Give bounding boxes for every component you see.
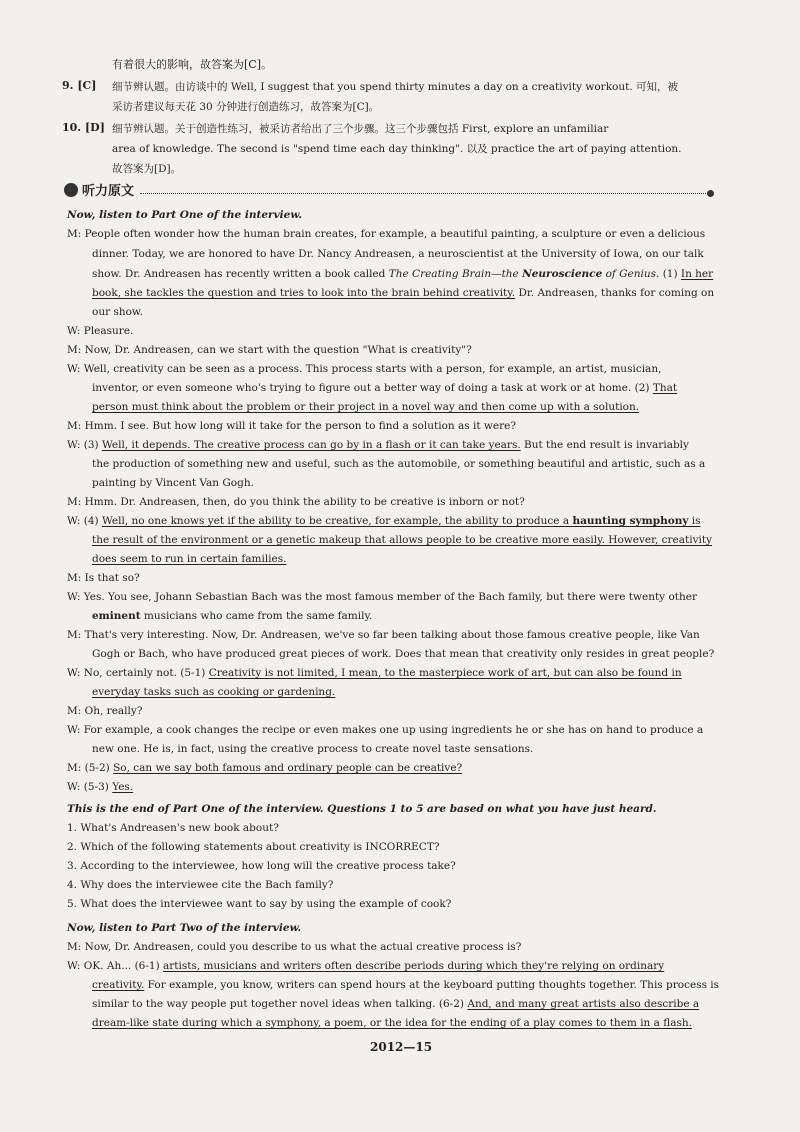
transcript-line: M: People often wonder how the human brain creates, for example, a beautiful painting, a sculpture or even a delicious bbox=[67, 228, 706, 240]
text-span: W: (4) bbox=[67, 515, 102, 527]
text-span: W: (3) bbox=[67, 439, 102, 451]
transcript-line: W: For example, a cook changes the recipe or even makes one up using ingredients he or she has on hand to produce a bbox=[67, 724, 704, 736]
transcript-line bbox=[67, 960, 664, 972]
text-span: M: (5-2) bbox=[67, 762, 114, 774]
section-header bbox=[58, 180, 712, 202]
text-span: similar to the way people put together novel ideas when talking. (6-2) bbox=[92, 998, 468, 1010]
transcript-line bbox=[67, 781, 133, 793]
transcript-line bbox=[92, 382, 677, 394]
underlined-answer: person must think about the problem or their project in a novel way and then come up with a solution. bbox=[92, 401, 640, 413]
part1-intro: Now, listen to Part One of the interview. bbox=[67, 209, 302, 221]
transcript-line bbox=[92, 686, 335, 698]
transcript-line bbox=[67, 515, 701, 527]
underlined-answer: Well, it depends. The creative process can go by in a flash or it can take years. bbox=[101, 439, 521, 451]
transcript-line bbox=[92, 287, 714, 299]
underlined-answer: creativity. bbox=[92, 979, 145, 991]
transcript-line bbox=[92, 979, 719, 991]
answer-10-line3: 故答案为[D]。 bbox=[112, 163, 182, 175]
part1-end: This is the end of Part One of the interview. Questions 1 to 5 are based on what you have just heard. bbox=[67, 803, 657, 815]
answer-9-number: 9. [C] bbox=[62, 79, 97, 92]
underlined-answer: Well, no one knows yet if the ability to be creative, for example, the ability to produce a haunting symphony is bbox=[101, 515, 701, 527]
underlined-answer: And, and many great artists also describe a bbox=[467, 998, 700, 1010]
answer-9-line1: 细节辨认题。由访谈中的 Well, I suggest that you spend thirty minutes a day on a creativity workout. 可知，被 bbox=[112, 81, 679, 93]
text-span: For example, you know, writers can spend hours at the keyboard putting thoughts together. This process is bbox=[144, 979, 720, 991]
question-item: 4. Why does the interviewee cite the Bach family? bbox=[67, 879, 334, 891]
transcript-line: eminent musicians who came from the same family. bbox=[92, 610, 373, 622]
underlined-answer: everyday tasks such as cooking or gardening. bbox=[92, 686, 336, 698]
question-item: 5. What does the interviewee want to say by using the example of cook? bbox=[67, 898, 452, 910]
answer-9-line2: 采访者建议每天花 30 分钟进行创造练习，故答案为[C]。 bbox=[112, 101, 380, 113]
rule-end-dot bbox=[707, 190, 714, 197]
transcript-line: M: Now, Dr. Andreasen, can we start with the question "What is creativity"? bbox=[67, 344, 472, 356]
answer-10-line1: 细节辨认题。关于创造性练习，被采访者给出了三个步骤。这三个步骤包括 First, explore an unfamiliar bbox=[112, 123, 609, 135]
transcript-line: M: Hmm. Dr. Andreasen, then, do you think the ability to be creative is inborn or not? bbox=[67, 496, 525, 508]
transcript-line: our show. bbox=[92, 306, 143, 318]
transcript-line: W: Pleasure. bbox=[67, 325, 134, 337]
transcript-line: new one. He is, in fact, using the creative process to create novel taste sensations. bbox=[92, 743, 534, 755]
text-span: Dr. Andreasen, thanks for coming on bbox=[515, 287, 715, 299]
book-title: The Creating Brain—the Neuroscience of Genius bbox=[388, 268, 657, 280]
transcript-line: M: That's very interesting. Now, Dr. Andreasen, we've so far been talking about those famous creative people, like Van bbox=[67, 629, 700, 641]
transcript-line: M: Hmm. I see. But how long will it take for the person to find a solution as it were? bbox=[67, 420, 516, 432]
transcript-line bbox=[67, 439, 689, 451]
text-span: But the end result is invariably bbox=[520, 439, 689, 451]
transcript-line: W: Well, creativity can be seen as a process. This process starts with a person, for example, an artist, musician, bbox=[67, 363, 662, 375]
part2-intro: Now, listen to Part Two of the interview. bbox=[67, 922, 302, 934]
transcript-line bbox=[67, 762, 462, 774]
underlined-answer: artists, musicians and writers often describe periods during which they're relying on ordinary bbox=[163, 960, 665, 972]
underlined-answer: Yes. bbox=[112, 781, 134, 793]
transcript-line bbox=[67, 667, 682, 679]
transcript-line bbox=[92, 998, 699, 1010]
headphone-icon bbox=[64, 183, 78, 197]
text-span: W: OK. Ah... (6-1) bbox=[67, 960, 164, 972]
text-span: . (1) bbox=[656, 268, 681, 280]
question-item: 1. What's Andreasen's new book about? bbox=[67, 822, 279, 834]
text-span: inventor, or even someone who's trying to figure out a better way of doing a task at work or at home. (2) bbox=[92, 382, 653, 394]
transcript-line: the production of something new and useful, such as the automobile, or something beautiful and artistic, such as a bbox=[92, 458, 706, 470]
section-rule bbox=[140, 193, 712, 194]
transcript-line: W: Yes. You see, Johann Sebastian Bach was the most famous member of the Bach family, but there were twenty other bbox=[67, 591, 697, 603]
transcript-line bbox=[92, 1017, 692, 1029]
text-span: W: (5-3) bbox=[67, 781, 113, 793]
answer-10-number: 10. [D] bbox=[62, 121, 105, 134]
transcript-line bbox=[92, 401, 639, 413]
underlined-answer: the result of the environment or a genetic makeup that allows people to be creative more easily. However, creativity bbox=[92, 534, 713, 546]
page-number: 2012—15 bbox=[370, 1040, 433, 1054]
underlined-answer: That bbox=[652, 382, 678, 394]
transcript-line: Gogh or Bach, who have produced great pieces of work. Does that mean that creativity only resides in great people? bbox=[92, 648, 715, 660]
underlined-answer: Creativity is not limited, I mean, to the masterpiece work of art, but can also be found in bbox=[208, 667, 682, 679]
transcript-line: M: Oh, really? bbox=[67, 705, 143, 717]
underlined-answer: book, she tackles the question and tries to look into the brain behind creativity. bbox=[92, 287, 516, 299]
underlined-answer: So, can we say both famous and ordinary people can be creative? bbox=[113, 762, 463, 774]
transcript-line bbox=[92, 534, 712, 546]
question-item: 2. Which of the following statements about creativity is INCORRECT? bbox=[67, 841, 440, 853]
text-span: W: No, certainly not. (5-1) bbox=[67, 667, 209, 679]
question-item: 3. According to the interviewee, how long will the creative process take? bbox=[67, 860, 456, 872]
transcript-line: painting by Vincent Van Gogh. bbox=[92, 477, 254, 489]
transcript-line bbox=[92, 268, 713, 280]
answer-10-line2: area of knowledge. The second is "spend time each day thinking". 以及 practice the art of paying attention. bbox=[112, 143, 682, 155]
section-title: 听力原文 bbox=[82, 184, 135, 199]
transcript-line: M: Is that so? bbox=[67, 572, 140, 584]
answer-continuation: 有着很大的影响，故答案为[C]。 bbox=[112, 58, 272, 71]
text-span: show. Dr. Andreasen has recently written a book called bbox=[92, 268, 389, 280]
transcript-line bbox=[92, 553, 286, 565]
underlined-answer: does seem to run in certain families. bbox=[92, 553, 287, 565]
underlined-answer: In her bbox=[680, 268, 714, 280]
underlined-answer: dream-like state during which a symphony, a poem, or the idea for the ending of a play comes to them in a flash. bbox=[92, 1017, 693, 1029]
transcript-line: M: Now, Dr. Andreasen, could you describe to us what the actual creative process is? bbox=[67, 941, 522, 953]
transcript-line: dinner. Today, we are honored to have Dr. Nancy Andreasen, a neuroscientist at the University of Iowa, on our talk bbox=[92, 248, 704, 260]
